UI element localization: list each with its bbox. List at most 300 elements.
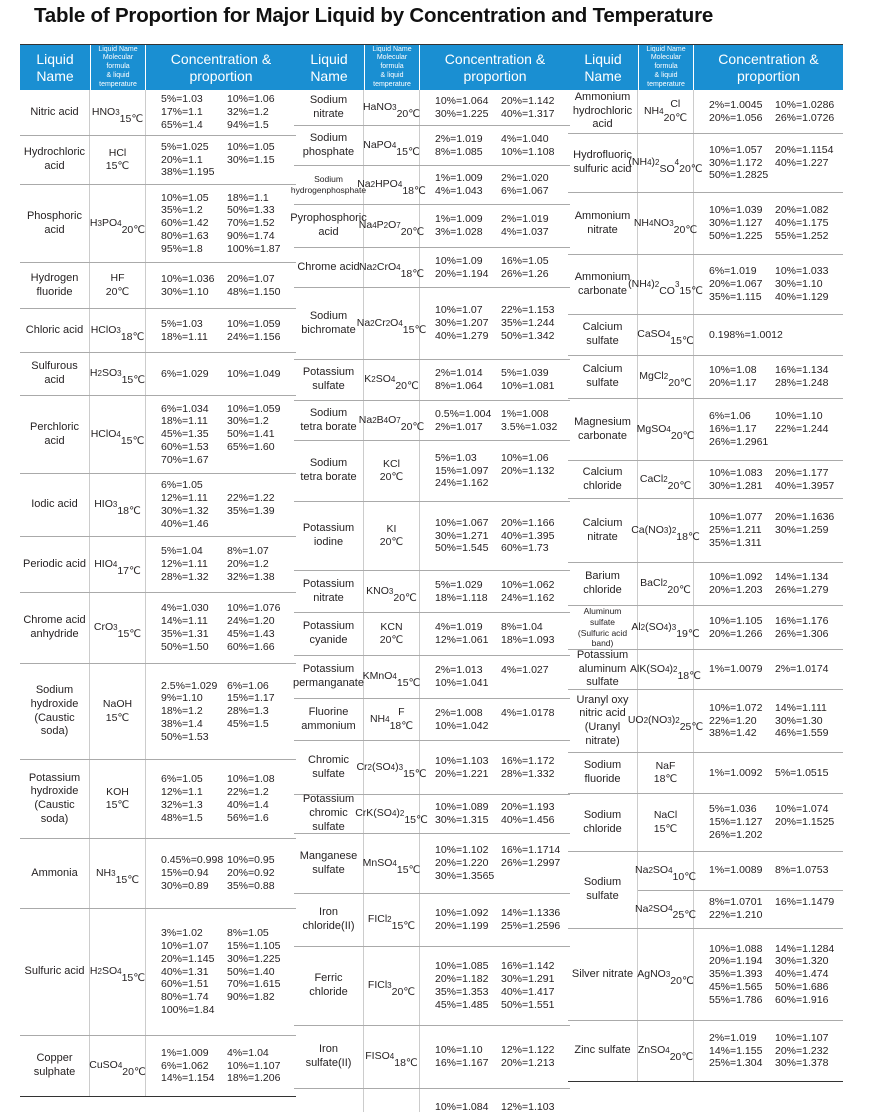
formula-temperature: HIO 3 18℃ [90, 474, 146, 536]
liquid-name: Sodium sulfate [568, 852, 638, 928]
value-line [709, 99, 843, 112]
concentration-values [420, 502, 570, 570]
sub-row [635, 852, 843, 891]
value-entry: 10%=1.059 [227, 402, 281, 415]
value-line [709, 377, 843, 390]
concentration-values [146, 185, 296, 262]
value-entry: 0.198%=1.0012 [709, 328, 783, 341]
value-line [161, 441, 296, 454]
table-row [20, 396, 296, 474]
value-entry: 40%=1.31 [161, 965, 209, 978]
concentration-values [694, 929, 843, 1020]
value-entry: 70%=1.615 [227, 978, 281, 991]
value-entry: 2%=1.017 [435, 420, 483, 433]
value-entry: 14%=1.134 [775, 571, 829, 584]
header-concentration: Concentration & proportion [170, 50, 272, 84]
concentration-values [420, 947, 570, 1025]
table-row [294, 947, 570, 1026]
value-line [161, 492, 296, 505]
value-entry: 20%=1.17 [709, 377, 757, 389]
header-liquid-name: Liquid Name [584, 50, 622, 84]
value-entry: 6%=1.062 [161, 1059, 209, 1072]
header-formula: Liquid Name Molecular formula & liquid temperature [364, 45, 420, 90]
liquid-name: Sodium hydrogenphosphate [294, 166, 364, 204]
value-entry: 15%=0.94 [161, 867, 209, 880]
value-entry: 40%=1.317 [501, 107, 555, 120]
formula-temperature: KI 20℃ [364, 502, 420, 570]
value-entry: 10%=1.076 [227, 602, 281, 615]
liquid-name: Ammonium nitrate [568, 193, 638, 254]
value-line [435, 477, 570, 490]
value-entry: 30%=1.15 [227, 153, 275, 166]
value-entry: 20%=1.266 [709, 627, 763, 640]
formula-temperature: MnSO 4 15℃ [364, 834, 420, 893]
formula-temperature: MgSO 4 20℃ [638, 399, 694, 460]
formula-temperature: CuSO 4 20℃ [90, 1036, 146, 1096]
table-row [20, 353, 296, 396]
table-row [20, 263, 296, 309]
table-row [568, 563, 843, 606]
value-entry: 3%=1.02 [161, 927, 203, 940]
value-entry: 12%=1.061 [435, 634, 489, 646]
liquid-name: Sodium tetra borate [294, 401, 364, 440]
liquid-name: Sodium chloride [568, 794, 638, 851]
table-row [294, 1026, 570, 1089]
value-entry: 35%=1.39 [227, 505, 275, 517]
value-entry: 6%=1.06 [227, 679, 269, 692]
formula-temperature: (NH 4 ) 2 SO 4 20℃ [638, 134, 694, 192]
value-entry: 6%=1.06 [709, 410, 751, 423]
value-entry: 10%=1.0286 [775, 98, 835, 111]
liquid-name: Sulfuric acid [20, 909, 90, 1035]
value-entry: 18%=1.11 [161, 415, 208, 428]
value-line [709, 628, 843, 641]
value-entry: 6%=1.029 [161, 367, 209, 380]
header-concentration: Concentration & proportion [444, 50, 546, 84]
value-entry: 8%=1.04 [501, 621, 543, 634]
value-line [435, 317, 570, 330]
value-line [435, 677, 570, 690]
formula-temperature: KNO 3 20℃ [364, 571, 420, 612]
table-row [20, 537, 296, 593]
page-title: Table of Proportion for Major Liquid by Concentration and Temperature [34, 4, 714, 27]
value-entry: 2.5%=1.029 [161, 679, 218, 692]
value-entry: 10%=1.039 [709, 204, 763, 217]
value-line [161, 978, 296, 991]
concentration-values [694, 315, 843, 355]
value-entry: 30%=1.207 [435, 317, 489, 330]
formula-temperature [364, 1089, 420, 1112]
value-entry: 10%=1.077 [709, 511, 763, 524]
value-entry: 56%=1.6 [227, 811, 269, 824]
header-liquid-name: Liquid Name [310, 50, 348, 84]
liquid-name: Hydrofluoric sulfuric acid [568, 134, 638, 192]
value-line [435, 592, 570, 605]
table-row [294, 360, 570, 401]
value-line [435, 870, 570, 883]
liquid-name: Chrome acid anhydride [20, 593, 90, 663]
concentration-values [694, 255, 843, 314]
formula-temperature: NH 3 15℃ [90, 839, 146, 908]
value-line [435, 95, 570, 108]
value-line [435, 960, 570, 973]
value-entry: 20%=1.1 [161, 153, 203, 166]
formula-temperature: Na 2 B 4 O 7 20℃ [364, 401, 420, 440]
concentration-values [420, 288, 570, 359]
concentration-values [146, 1036, 296, 1096]
value-line [709, 943, 843, 956]
concentration-values [694, 753, 843, 793]
value-entry: 10%=1.067 [435, 516, 489, 529]
value-entry: 10%=1.105 [709, 614, 763, 627]
value-entry: 20%=1.056 [709, 111, 763, 124]
value-entry: 1%=1.0092 [709, 766, 763, 779]
concentration-values [694, 499, 843, 562]
value-line [161, 415, 296, 428]
formula-temperature: CaCl 2 20℃ [638, 461, 694, 498]
formula-temperature: NaCl 15℃ [638, 794, 694, 851]
value-entry: 50%=1.53 [161, 730, 209, 743]
value-entry: 4%=1.0178 [501, 706, 555, 719]
formula-temperature: FICl 3 20℃ [364, 947, 420, 1025]
value-line [709, 364, 843, 377]
liquid-name: Ammonia [20, 839, 90, 908]
value-line [435, 768, 570, 781]
value-entry: 5%=1.03 [161, 93, 203, 106]
concentration-values [420, 656, 570, 698]
value-entry: 3.5%=1.032 [501, 420, 558, 433]
value-entry: 22%=1.153 [501, 304, 555, 317]
value-entry: 10%=1.081 [501, 380, 555, 392]
value-entry: 24%=1.162 [435, 477, 489, 490]
value-line [709, 615, 843, 628]
value-line [709, 230, 843, 243]
value-line [709, 144, 843, 157]
value-entry: 2%=1.008 [435, 706, 483, 719]
value-entry [775, 909, 841, 922]
value-line [161, 428, 296, 441]
liquid-name: Ferric chloride [294, 947, 364, 1025]
concentration-values [146, 136, 296, 184]
value-entry: 10%=1.103 [435, 754, 489, 767]
value-entry: 4%=1.037 [501, 226, 549, 238]
value-line [709, 423, 843, 436]
value-entry [227, 454, 293, 467]
liquid-name: Hydrochloric acid [20, 136, 90, 184]
value-entry: 2%=1.0174 [775, 663, 829, 676]
value-entry: 10%=1.049 [227, 367, 281, 380]
value-entry: 40%=1.46 [161, 517, 209, 530]
table-header [294, 45, 570, 90]
value-entry: 10%=1.09 [435, 254, 483, 267]
value-line [435, 530, 570, 543]
value-line [709, 537, 843, 550]
value-entry: 12%=1.103 [501, 1100, 555, 1112]
formula-temperature: NaPO 4 15℃ [364, 126, 420, 165]
value-entry: 15%=1.105 [227, 940, 281, 952]
value-line [709, 955, 843, 968]
header-formula: Liquid Name Molecular formula & liquid temperature [90, 45, 146, 90]
table-row [568, 852, 843, 929]
formula-temperature: CrO 3 15℃ [90, 593, 146, 663]
value-entry: 20%=1.082 [775, 204, 829, 217]
concentration-values [694, 852, 843, 890]
value-line [161, 966, 296, 979]
value-entry: 5%=1.03 [435, 451, 477, 464]
value-entry: 17%=1.1 [161, 106, 203, 119]
value-line [161, 558, 296, 571]
value-entry: 14%=1.11 [161, 615, 208, 628]
value-entry: 100%=1.84 [161, 1003, 215, 1016]
value-line [709, 767, 843, 780]
table-row [568, 690, 843, 753]
value-entry [227, 479, 293, 492]
value-line [161, 799, 296, 812]
value-entry: 55%=1.786 [709, 993, 763, 1006]
value-line [435, 1057, 570, 1070]
value-entry: 20%=1.132 [501, 464, 555, 477]
formula-temperature: FISO 4 18℃ [364, 1026, 420, 1088]
concentration-values [146, 909, 296, 1035]
concentration-values [146, 309, 296, 352]
formula-temperature: H 2 SO 3 15℃ [90, 353, 146, 395]
value-entry: 10%=1.072 [709, 701, 763, 714]
value-line [161, 680, 296, 693]
value-entry: 6%=1.034 [161, 402, 209, 415]
value-line [435, 621, 570, 634]
value-entry: 20%=1.213 [501, 1057, 555, 1069]
value-entry: 40%=1.456 [501, 814, 555, 826]
concentration-values [420, 441, 570, 501]
concentration-values [420, 205, 570, 247]
formula-temperature: Na 2 Cr 2 O 4 15℃ [364, 288, 420, 359]
value-entry: 18%=1.11 [161, 330, 208, 343]
value-entry: 16%=1.142 [501, 960, 555, 973]
table-row [568, 650, 843, 690]
value-entry: 0.45%=0.998 [161, 854, 224, 867]
value-entry: 90%=1.74 [227, 229, 275, 242]
value-entry: 5%=1.039 [501, 367, 549, 380]
value-entry: 20%=1.177 [775, 466, 829, 479]
table-row [294, 502, 570, 571]
formula-temperature: BaCl 2 20℃ [638, 563, 694, 605]
liquid-name: Sodium hydroxide (Caustic soda) [20, 664, 90, 759]
value-entry [227, 731, 293, 744]
value-entry: 35%=1.311 [709, 536, 762, 549]
liquid-name: Iodic acid [20, 474, 90, 536]
table-row [294, 248, 570, 288]
table-row [294, 288, 570, 360]
table-row [20, 593, 296, 664]
value-entry: 22%=1.244 [775, 423, 829, 436]
value-entry: 45%=1.35 [161, 428, 209, 441]
value-line [161, 854, 296, 867]
value-entry: 14%=1.1284 [775, 942, 835, 955]
value-entry: 48%=1.5 [161, 811, 203, 824]
concentration-values [694, 690, 843, 752]
formula-temperature: HaNO 3 20℃ [364, 90, 420, 125]
concentration-values [694, 606, 843, 649]
value-line [709, 410, 843, 423]
value-entry: 8%=1.0701 [709, 896, 763, 909]
value-entry: 50%=1.50 [161, 640, 209, 653]
formula-temperature: HIO 4 17℃ [90, 537, 146, 592]
value-entry: 8%=1.05 [227, 927, 269, 940]
value-line [709, 157, 843, 170]
value-entry: 30%=1.259 [775, 524, 829, 537]
formula-temperature: KMnO 4 15℃ [364, 656, 420, 698]
table-row [290, 166, 570, 205]
value-line [435, 755, 570, 768]
value-line [161, 454, 296, 467]
value-line [435, 1101, 570, 1112]
liquid-name: Barium chloride [568, 563, 638, 605]
liquid-name: Copper sulphate [20, 1036, 90, 1096]
value-entry: 40%=1.474 [775, 968, 829, 981]
value-line [161, 1004, 296, 1017]
table-row [294, 834, 570, 894]
table-row [568, 461, 843, 499]
value-entry [501, 870, 567, 883]
value-line [161, 318, 296, 331]
value-entry: 20%=1.193 [501, 801, 555, 814]
formula-temperature: Al 2 (SO 4 ) 3 19℃ [638, 606, 694, 649]
value-line [161, 867, 296, 880]
value-line [435, 1044, 570, 1057]
concentration-values [146, 263, 296, 308]
table-row [294, 441, 570, 502]
value-entry: 26%=1.2997 [501, 857, 561, 870]
table-row [290, 205, 570, 248]
value-line [709, 169, 843, 182]
table-header [20, 45, 296, 90]
value-entry: 8%=1.064 [435, 380, 483, 392]
value-line [161, 518, 296, 531]
split-rows [635, 852, 843, 928]
liquid-name: Chloric acid [20, 309, 90, 352]
value-entry: 25%=1.211 [709, 524, 762, 537]
table-row [568, 753, 843, 794]
value-entry [775, 537, 841, 550]
value-line [161, 773, 296, 786]
value-line [161, 545, 296, 558]
value-line [435, 844, 570, 857]
value-entry: 10%=1.088 [709, 942, 763, 955]
value-entry: 40%=1.417 [501, 986, 555, 998]
value-entry: 10%=1.074 [775, 803, 829, 816]
value-entry: 10%=1.092 [709, 571, 763, 584]
formula-temperature: AlK(SO 4 ) 2 18℃ [638, 650, 694, 689]
value-line [435, 133, 570, 146]
formula-temperature: HF 20℃ [90, 263, 146, 308]
value-entry: 35%=1.244 [501, 317, 555, 330]
formula-temperature: CrK(SO 4 ) 2 15℃ [364, 795, 420, 833]
value-entry: 10%=1.102 [435, 844, 489, 857]
value-line [161, 106, 296, 119]
value-entry: 2%=1.0045 [709, 98, 763, 111]
table-row [568, 606, 843, 650]
table-row [568, 499, 843, 563]
liquid-name: Calcium sulfate [568, 356, 638, 398]
value-entry: 6%=1.05 [161, 773, 203, 786]
table-row [568, 356, 843, 399]
concentration-values [146, 396, 296, 473]
concentration-values [420, 248, 570, 287]
value-line [435, 255, 570, 268]
value-entry: 30%=1.127 [709, 217, 763, 230]
value-line [435, 108, 570, 121]
value-entry: 40%=1.395 [501, 529, 555, 542]
value-line [161, 505, 296, 518]
liquid-name: Ammonium hydrochloric acid [568, 90, 638, 133]
table-row [20, 760, 296, 839]
formula-temperature: UO 2 (NO 3 ) 2 25℃ [638, 690, 694, 752]
value-entry: 10%=1.05 [161, 191, 209, 204]
table-row [568, 1021, 843, 1081]
value-entry: 14%=1.1336 [501, 907, 561, 920]
concentration-values [420, 613, 570, 655]
value-entry [775, 169, 841, 182]
formula-temperature: NaF 18℃ [638, 753, 694, 793]
concentration-values [146, 90, 296, 135]
value-entry: 16%=1.134 [775, 364, 829, 377]
value-line [435, 999, 570, 1012]
value-entry: 20%=1.199 [435, 920, 489, 932]
formula-temperature: NaOH 15℃ [90, 664, 146, 759]
value-entry: 30%=1.225 [435, 107, 489, 120]
value-entry: 2%=1.013 [435, 664, 483, 677]
value-entry: 50%=1.545 [435, 542, 489, 555]
value-entry: 20%=1.1154 [775, 143, 834, 156]
value-entry: 60%=1.42 [161, 217, 209, 230]
value-entry: 50%=1.41 [227, 428, 275, 441]
value-line [161, 786, 296, 799]
value-line [709, 715, 843, 728]
liquid-name: Potassium iodine [294, 502, 364, 570]
value-line [709, 1032, 843, 1045]
value-entry: 12%=1.122 [501, 1044, 555, 1057]
formula-temperature: K 2 SO 4 20℃ [364, 360, 420, 400]
formula-temperature: Na 2 HPO 4 18℃ [364, 166, 420, 204]
value-entry: 30%=0.89 [161, 879, 209, 892]
value-entry: 30%=1.281 [709, 479, 763, 492]
value-line [435, 857, 570, 870]
value-entry: 50%=1.551 [501, 998, 555, 1011]
value-entry: 5%=1.0515 [775, 766, 829, 779]
value-line [709, 524, 843, 537]
concentration-values [694, 90, 843, 133]
concentration-values [146, 839, 296, 908]
value-entry: 35%=1.353 [435, 986, 489, 998]
value-entry: 20%=1.145 [161, 952, 215, 965]
value-entry: 4%=1.04 [227, 1046, 269, 1059]
value-entry: 20%=1.220 [435, 857, 489, 870]
value-line [709, 291, 843, 304]
value-entry: 24%=1.162 [501, 591, 555, 604]
value-line [161, 286, 296, 299]
value-entry: 45%=1.565 [709, 980, 763, 993]
value-entry: 10%=1.092 [435, 907, 489, 920]
value-entry: 30%=1.271 [435, 529, 489, 542]
sub-row [635, 891, 843, 929]
value-line [435, 185, 570, 198]
header-formula: Liquid Name Molecular formula & liquid temperature [638, 45, 694, 90]
value-entry: 80%=1.74 [161, 991, 209, 1004]
concentration-values [694, 1021, 843, 1081]
value-line [435, 146, 570, 159]
value-entry: 4%=1.043 [435, 185, 483, 197]
value-entry: 8%=1.0753 [775, 864, 829, 877]
